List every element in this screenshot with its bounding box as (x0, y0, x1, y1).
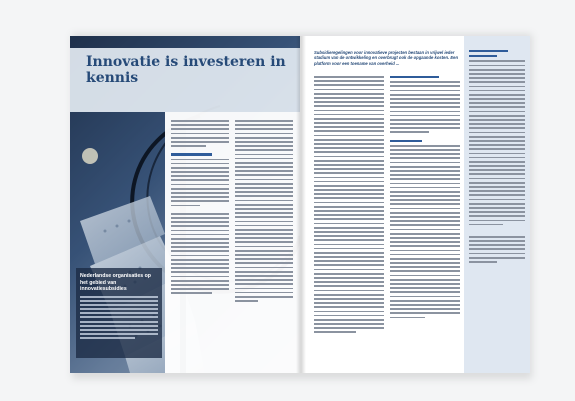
left-page (70, 36, 300, 373)
right-body-column-2 (390, 76, 460, 321)
article-title: Innovatie is investeren in kennis (86, 54, 286, 86)
magazine-spread (70, 28, 530, 373)
body-text-column-1 (171, 120, 229, 297)
callout-title: Nederlandse organisaties op het gebied van innovatiesubsidies (80, 273, 151, 292)
body-text-column-2 (235, 120, 293, 304)
callout-box (76, 268, 162, 358)
right-body-column-1 (314, 76, 384, 336)
right-page (300, 36, 530, 373)
sidebar-column (464, 36, 530, 373)
spine-fold (296, 36, 306, 373)
left-text-column (165, 112, 300, 373)
article-intro: Subsidieregelingen voor innovatieve projecten bestaan in vrijwel ieder stadium van de ontwikkeling en overbrugt ook de opgaande kosten. Een platform voor een toename van overheid ... (314, 50, 459, 66)
sidebar-text (469, 50, 525, 265)
